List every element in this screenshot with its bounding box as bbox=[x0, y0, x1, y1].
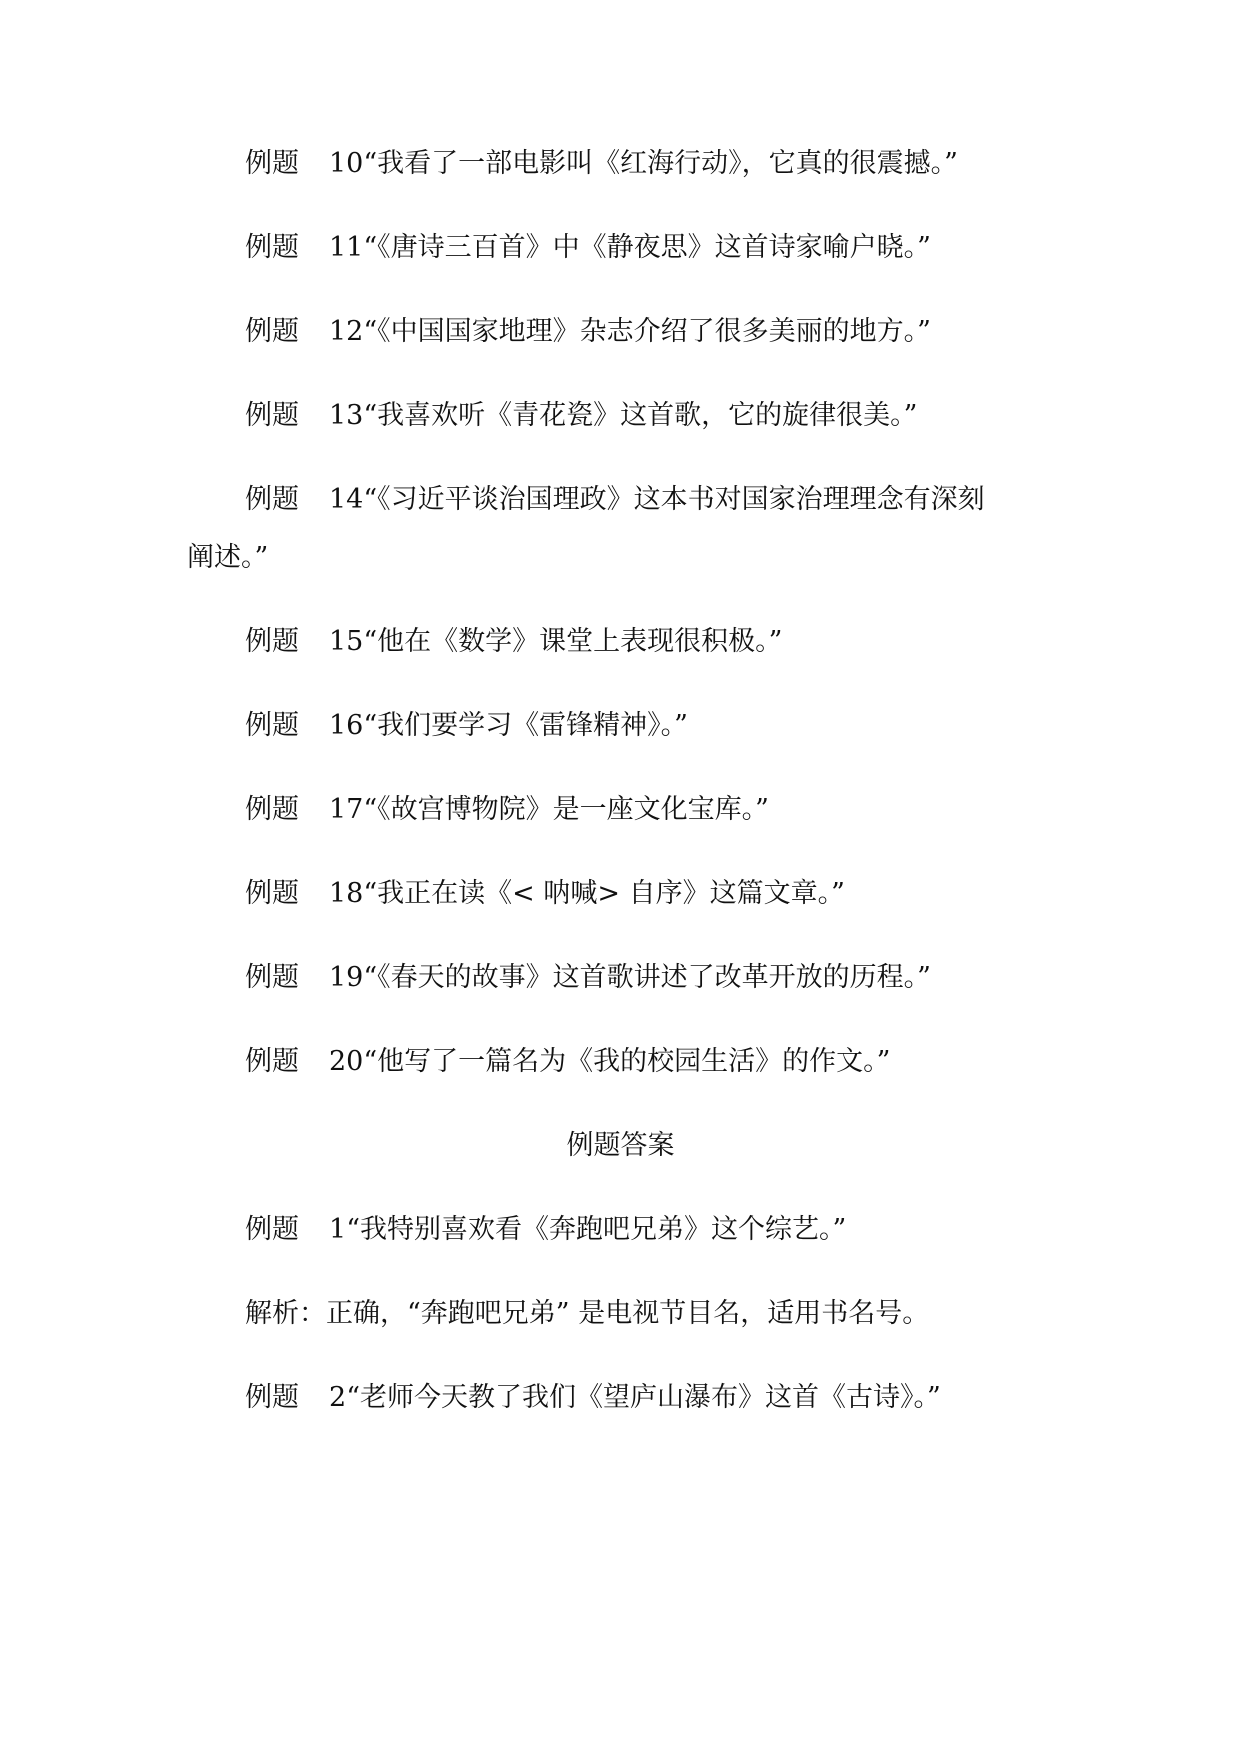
question-20 bbox=[245, 1044, 890, 1080]
question-label: 例题 bbox=[245, 484, 299, 515]
question-15 bbox=[245, 624, 782, 660]
question-17 bbox=[245, 792, 769, 828]
question-number: 19 bbox=[329, 962, 364, 993]
question-text: “老师今天教了我们《望庐山瀑布》这首《古诗》。” bbox=[346, 1382, 941, 1413]
answer-1-question bbox=[245, 1212, 846, 1248]
question-label: 例题 bbox=[245, 878, 299, 909]
question-text: “他在《数学》课堂上表现很积极。” bbox=[363, 626, 783, 657]
question-number: 1 bbox=[329, 1214, 347, 1245]
question-14-continuation bbox=[187, 540, 268, 576]
question-number: 16 bbox=[329, 710, 364, 741]
question-text: “我们要学习《雷锋精神》。” bbox=[363, 710, 688, 741]
question-text: “《故宫博物院》是一座文化宝库。” bbox=[363, 794, 769, 825]
question-label: 例题 bbox=[245, 232, 299, 263]
question-text: “我喜欢听《青花瓷》这首歌，它的旋律很美。” bbox=[363, 400, 918, 431]
question-14 bbox=[245, 482, 985, 518]
question-text: “《习近平谈治国理政》这本书对国家治理理念有深刻 bbox=[363, 484, 985, 515]
question-label: 例题 bbox=[245, 1214, 299, 1245]
question-11 bbox=[245, 230, 931, 266]
question-text: “我看了一部电影叫《红海行动》，它真的很震撼。” bbox=[363, 148, 958, 179]
question-number: 15 bbox=[329, 626, 364, 657]
question-text: “《唐诗三百首》中《静夜思》这首诗家喻户晓。” bbox=[363, 232, 931, 263]
question-text: “《中国国家地理》杂志介绍了很多美丽的地方。” bbox=[363, 316, 931, 347]
question-number: 12 bbox=[329, 316, 364, 347]
question-text-continuation: 阐述。” bbox=[187, 542, 269, 573]
question-label: 例题 bbox=[245, 710, 299, 741]
question-text: “他写了一篇名为《我的校园生活》的作文。” bbox=[363, 1046, 891, 1077]
question-label: 例题 bbox=[245, 316, 299, 347]
question-number: 10 bbox=[329, 148, 364, 179]
question-12 bbox=[245, 314, 931, 350]
question-number: 2 bbox=[329, 1382, 347, 1413]
answer-2-question bbox=[245, 1380, 941, 1416]
question-number: 20 bbox=[329, 1046, 364, 1077]
answers-heading: 例题答案 bbox=[566, 1130, 675, 1161]
question-number: 17 bbox=[329, 794, 364, 825]
question-label: 例题 bbox=[245, 400, 299, 431]
question-number: 11 bbox=[329, 232, 364, 263]
question-label: 例题 bbox=[245, 1046, 299, 1077]
question-label: 例题 bbox=[245, 148, 299, 179]
question-19 bbox=[245, 960, 931, 996]
answer-1-analysis: 解析：正确，“奔跑吧兄弟” 是电视节目名，适用书名号。 bbox=[245, 1298, 930, 1329]
question-text: “《春天的故事》这首歌讲述了改革开放的历程。” bbox=[363, 962, 931, 993]
question-number: 14 bbox=[329, 484, 364, 515]
question-number: 18 bbox=[329, 878, 364, 909]
question-13 bbox=[245, 398, 917, 434]
question-number: 13 bbox=[329, 400, 364, 431]
question-10 bbox=[245, 146, 958, 182]
question-label: 例题 bbox=[245, 962, 299, 993]
question-text: “我正在读《< 呐喊> 自序》这篇文章。” bbox=[363, 878, 845, 909]
question-text: “我特别喜欢看《奔跑吧兄弟》这个综艺。” bbox=[346, 1214, 847, 1245]
question-label: 例题 bbox=[245, 1382, 299, 1413]
question-16 bbox=[245, 708, 688, 744]
question-label: 例题 bbox=[245, 794, 299, 825]
question-18 bbox=[245, 876, 845, 912]
question-label: 例题 bbox=[245, 626, 299, 657]
